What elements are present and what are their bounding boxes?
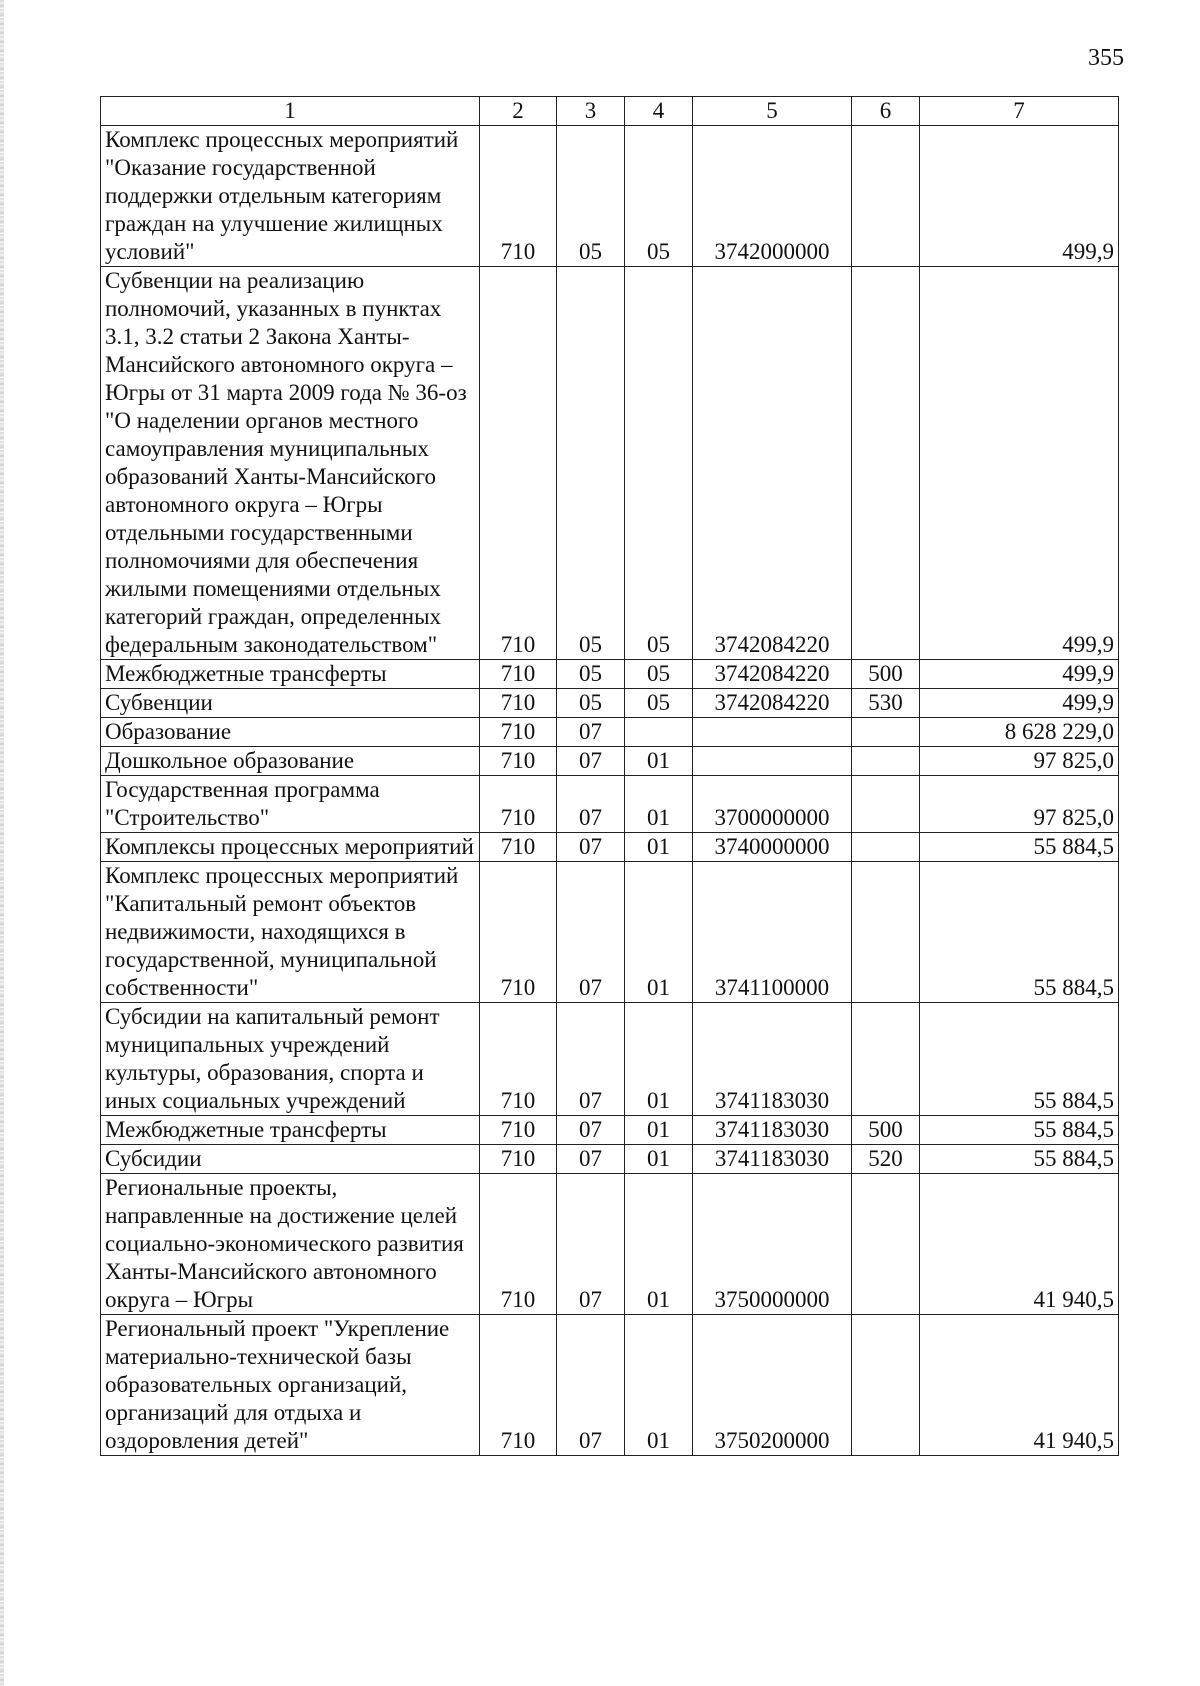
table-row — [101, 718, 1119, 747]
row-target-article — [693, 747, 852, 776]
row-admin-code: 710 — [480, 1174, 557, 1315]
row-expense-type — [852, 126, 920, 267]
column-header-4: 4 — [625, 97, 693, 126]
row-section: 05 — [557, 660, 625, 689]
row-admin-code: 710 — [480, 833, 557, 862]
row-section: 07 — [557, 747, 625, 776]
row-expense-type — [852, 833, 920, 862]
row-amount: 41 940,5 — [920, 1174, 1119, 1315]
row-expense-type: 500 — [852, 1116, 920, 1145]
row-name: Государственная программа "Строительство" — [101, 776, 480, 833]
row-section: 07 — [557, 1145, 625, 1174]
table-row — [101, 1003, 1119, 1116]
row-subsection: 01 — [625, 747, 693, 776]
row-section: 07 — [557, 718, 625, 747]
row-expense-type — [852, 776, 920, 833]
row-section: 07 — [557, 862, 625, 1003]
row-admin-code: 710 — [480, 1116, 557, 1145]
row-subsection: 01 — [625, 1315, 693, 1456]
row-name: Образование — [101, 718, 480, 747]
row-amount: 97 825,0 — [920, 776, 1119, 833]
row-section: 07 — [557, 1003, 625, 1116]
row-section: 05 — [557, 126, 625, 267]
row-subsection: 01 — [625, 1003, 693, 1116]
table-row — [101, 1315, 1119, 1456]
row-name: Региональные проекты, направленные на достижение целей социально-экономического развития Ханты-Мансийского автономного округа – Югры — [101, 1174, 480, 1315]
row-amount: 41 940,5 — [920, 1315, 1119, 1456]
table-row — [101, 776, 1119, 833]
column-header-5: 5 — [693, 97, 852, 126]
row-admin-code: 710 — [480, 776, 557, 833]
row-subsection: 05 — [625, 689, 693, 718]
row-subsection: 01 — [625, 833, 693, 862]
row-target-article: 3741183030 — [693, 1116, 852, 1145]
row-target-article: 3741183030 — [693, 1145, 852, 1174]
row-expense-type: 520 — [852, 1145, 920, 1174]
row-expense-type: 500 — [852, 660, 920, 689]
row-subsection — [625, 718, 693, 747]
row-section: 07 — [557, 833, 625, 862]
row-amount: 55 884,5 — [920, 862, 1119, 1003]
row-target-article: 3741100000 — [693, 862, 852, 1003]
column-header-7: 7 — [920, 97, 1119, 126]
row-target-article: 3742084220 — [693, 267, 852, 660]
row-target-article — [693, 718, 852, 747]
row-section: 07 — [557, 1116, 625, 1145]
row-amount: 499,9 — [920, 689, 1119, 718]
table-row — [101, 126, 1119, 267]
row-expense-type — [852, 1174, 920, 1315]
scan-edge — [0, 0, 4, 1686]
table-row — [101, 267, 1119, 660]
row-target-article: 3741183030 — [693, 1003, 852, 1116]
row-name: Комплексы процессных мероприятий — [101, 833, 480, 862]
row-expense-type — [852, 1315, 920, 1456]
row-name: Межбюджетные трансферты — [101, 1116, 480, 1145]
row-subsection: 01 — [625, 1174, 693, 1315]
row-admin-code: 710 — [480, 1145, 557, 1174]
row-section: 05 — [557, 689, 625, 718]
row-target-article: 3742084220 — [693, 689, 852, 718]
row-expense-type — [852, 747, 920, 776]
budget-table — [100, 96, 1119, 1456]
table-row — [101, 1145, 1119, 1174]
row-name: Субсидии на капитальный ремонт муниципальных учреждений культуры, образования, спорта и иных социальных учреждений — [101, 1003, 480, 1116]
row-name: Комплекс процессных мероприятий "Капитальный ремонт объектов недвижимости, находящихся в государственной, муниципальной собственности" — [101, 862, 480, 1003]
row-amount: 8 628 229,0 — [920, 718, 1119, 747]
row-admin-code: 710 — [480, 689, 557, 718]
row-admin-code: 710 — [480, 1315, 557, 1456]
table-row — [101, 660, 1119, 689]
row-expense-type — [852, 1003, 920, 1116]
table-row — [101, 1116, 1119, 1145]
table-header-row — [101, 97, 1119, 126]
row-subsection: 01 — [625, 1145, 693, 1174]
row-admin-code: 710 — [480, 862, 557, 1003]
row-amount: 499,9 — [920, 126, 1119, 267]
table-row — [101, 689, 1119, 718]
row-subsection: 05 — [625, 267, 693, 660]
row-admin-code: 710 — [480, 267, 557, 660]
row-name: Субвенции на реализацию полномочий, указанных в пунктах 3.1, 3.2 статьи 2 Закона Ханты-Мансийского автономного округа – Югры от 31 марта 2009 года № 36-оз "О наделении органов местного самоуправления муниципальных образований Ханты-Мансийского автономного округа – Югры отдельными государственными полномочиями для обеспечения жилыми помещениями отдельных категорий граждан, определенных федеральным законодательством" — [101, 267, 480, 660]
row-amount: 97 825,0 — [920, 747, 1119, 776]
column-header-3: 3 — [557, 97, 625, 126]
row-expense-type — [852, 267, 920, 660]
column-header-1: 1 — [101, 97, 480, 126]
row-amount: 55 884,5 — [920, 1003, 1119, 1116]
row-amount: 499,9 — [920, 660, 1119, 689]
row-amount: 55 884,5 — [920, 833, 1119, 862]
table-row — [101, 1174, 1119, 1315]
row-expense-type: 530 — [852, 689, 920, 718]
row-expense-type — [852, 862, 920, 1003]
row-expense-type — [852, 718, 920, 747]
row-section: 07 — [557, 776, 625, 833]
row-name: Субвенции — [101, 689, 480, 718]
row-section: 07 — [557, 1315, 625, 1456]
row-amount: 55 884,5 — [920, 1116, 1119, 1145]
column-header-2: 2 — [480, 97, 557, 126]
row-section: 07 — [557, 1174, 625, 1315]
row-name: Межбюджетные трансферты — [101, 660, 480, 689]
row-target-article: 3740000000 — [693, 833, 852, 862]
row-target-article: 3750000000 — [693, 1174, 852, 1315]
row-target-article: 3750200000 — [693, 1315, 852, 1456]
table-row — [101, 862, 1119, 1003]
row-target-article: 3742000000 — [693, 126, 852, 267]
row-target-article: 3700000000 — [693, 776, 852, 833]
row-name: Региональный проект "Укрепление материально-технической базы образовательных организаций, организаций для отдыха и оздоровления детей" — [101, 1315, 480, 1456]
table-row — [101, 747, 1119, 776]
row-admin-code: 710 — [480, 747, 557, 776]
column-header-6: 6 — [852, 97, 920, 126]
row-admin-code: 710 — [480, 126, 557, 267]
row-subsection: 05 — [625, 126, 693, 267]
page-number: 355 — [1088, 45, 1124, 71]
row-admin-code: 710 — [480, 660, 557, 689]
row-subsection: 05 — [625, 660, 693, 689]
row-subsection: 01 — [625, 776, 693, 833]
row-amount: 55 884,5 — [920, 1145, 1119, 1174]
row-name: Дошкольное образование — [101, 747, 480, 776]
table-row — [101, 833, 1119, 862]
row-admin-code: 710 — [480, 1003, 557, 1116]
row-subsection: 01 — [625, 1116, 693, 1145]
row-name: Комплекс процессных мероприятий "Оказание государственной поддержки отдельным категориям граждан на улучшение жилищных условий" — [101, 126, 480, 267]
row-subsection: 01 — [625, 862, 693, 1003]
row-section: 05 — [557, 267, 625, 660]
row-admin-code: 710 — [480, 718, 557, 747]
row-amount: 499,9 — [920, 267, 1119, 660]
row-target-article: 3742084220 — [693, 660, 852, 689]
row-name: Субсидии — [101, 1145, 480, 1174]
